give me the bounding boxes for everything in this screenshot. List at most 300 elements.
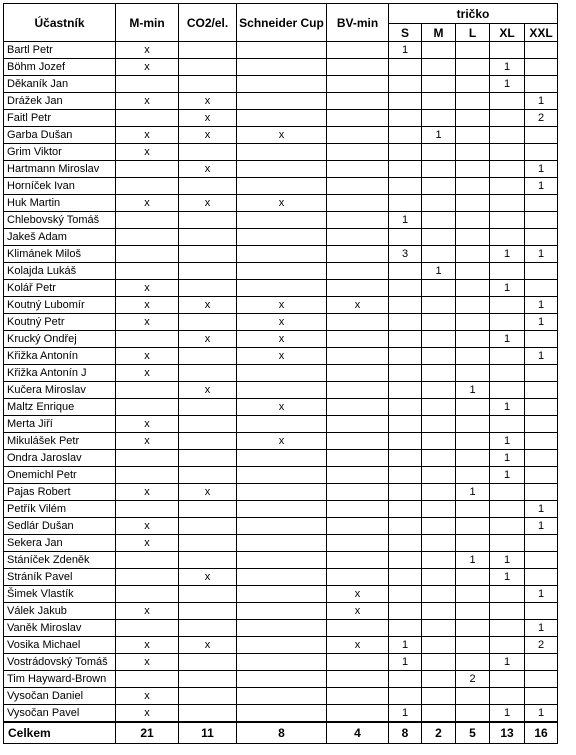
cell-size-xxl[interactable] (525, 263, 558, 280)
cell-size-xl[interactable] (490, 161, 525, 178)
cell-size-m[interactable] (422, 586, 456, 603)
cell-co2[interactable]: x (179, 484, 237, 501)
cell-co2[interactable] (179, 467, 237, 484)
cell-bv-min[interactable] (327, 501, 389, 518)
cell-size-s[interactable] (389, 552, 422, 569)
cell-size-xxl[interactable] (525, 212, 558, 229)
cell-schneider-cup[interactable] (237, 671, 327, 688)
cell-size-m[interactable] (422, 416, 456, 433)
cell-size-s[interactable] (389, 59, 422, 76)
header-bv-min[interactable]: BV-min (327, 4, 389, 42)
cell-bv-min[interactable] (327, 416, 389, 433)
cell-size-s[interactable] (389, 229, 422, 246)
cell-size-xxl[interactable] (525, 569, 558, 586)
cell-size-m[interactable] (422, 620, 456, 637)
cell-participant-name[interactable]: Grim Viktor (4, 144, 116, 161)
cell-size-m[interactable] (422, 331, 456, 348)
cell-size-l[interactable] (456, 127, 490, 144)
cell-size-s[interactable] (389, 314, 422, 331)
cell-participant-name[interactable]: Onemichl Petr (4, 467, 116, 484)
cell-size-xxl[interactable] (525, 382, 558, 399)
cell-co2[interactable] (179, 603, 237, 620)
cell-m-min[interactable]: x (116, 535, 179, 552)
cell-size-s[interactable] (389, 603, 422, 620)
header-size-m[interactable]: M (422, 24, 456, 42)
cell-participant-name[interactable]: Vostrádovský Tomáš (4, 654, 116, 671)
cell-schneider-cup[interactable] (237, 705, 327, 723)
cell-schneider-cup[interactable] (237, 552, 327, 569)
cell-schneider-cup[interactable] (237, 382, 327, 399)
cell-size-l[interactable] (456, 433, 490, 450)
cell-schneider-cup[interactable] (237, 467, 327, 484)
cell-co2[interactable] (179, 246, 237, 263)
cell-size-s[interactable] (389, 620, 422, 637)
cell-size-s[interactable] (389, 263, 422, 280)
cell-schneider-cup[interactable] (237, 688, 327, 705)
cell-size-xxl[interactable] (525, 535, 558, 552)
cell-bv-min[interactable] (327, 671, 389, 688)
cell-schneider-cup[interactable] (237, 501, 327, 518)
cell-m-min[interactable]: x (116, 314, 179, 331)
cell-size-s[interactable]: 1 (389, 705, 422, 723)
cell-co2[interactable] (179, 586, 237, 603)
cell-participant-name[interactable]: Válek Jakub (4, 603, 116, 620)
cell-m-min[interactable]: x (116, 280, 179, 297)
cell-size-xl[interactable]: 1 (490, 280, 525, 297)
header-size-l[interactable]: L (456, 24, 490, 42)
cell-bv-min[interactable] (327, 178, 389, 195)
cell-size-m[interactable] (422, 484, 456, 501)
cell-size-s[interactable] (389, 586, 422, 603)
total-bv-min[interactable]: 4 (327, 722, 389, 744)
cell-schneider-cup[interactable] (237, 365, 327, 382)
cell-size-s[interactable]: 1 (389, 654, 422, 671)
cell-size-l[interactable]: 2 (456, 671, 490, 688)
cell-size-l[interactable] (456, 93, 490, 110)
cell-size-s[interactable] (389, 76, 422, 93)
cell-participant-name[interactable]: Garba Dušan (4, 127, 116, 144)
cell-schneider-cup[interactable] (237, 246, 327, 263)
cell-size-l[interactable] (456, 76, 490, 93)
cell-schneider-cup[interactable]: x (237, 127, 327, 144)
cell-bv-min[interactable] (327, 144, 389, 161)
header-participant[interactable]: Účastník (4, 4, 116, 42)
cell-size-l[interactable] (456, 399, 490, 416)
cell-size-xl[interactable]: 1 (490, 331, 525, 348)
cell-co2[interactable] (179, 178, 237, 195)
cell-size-xl[interactable]: 1 (490, 450, 525, 467)
cell-schneider-cup[interactable] (237, 178, 327, 195)
cell-schneider-cup[interactable] (237, 59, 327, 76)
cell-participant-name[interactable]: Stráník Pavel (4, 569, 116, 586)
header-tricko[interactable]: tričko (389, 4, 558, 24)
cell-schneider-cup[interactable]: x (237, 314, 327, 331)
cell-bv-min[interactable] (327, 688, 389, 705)
cell-schneider-cup[interactable] (237, 637, 327, 654)
cell-size-m[interactable] (422, 654, 456, 671)
cell-size-m[interactable] (422, 399, 456, 416)
cell-co2[interactable]: x (179, 161, 237, 178)
header-schneider-cup[interactable]: Schneider Cup (237, 4, 327, 42)
cell-bv-min[interactable] (327, 484, 389, 501)
cell-size-l[interactable] (456, 263, 490, 280)
cell-m-min[interactable] (116, 246, 179, 263)
cell-size-xl[interactable] (490, 212, 525, 229)
cell-size-s[interactable] (389, 433, 422, 450)
cell-schneider-cup[interactable] (237, 161, 327, 178)
cell-size-xxl[interactable] (525, 484, 558, 501)
cell-participant-name[interactable]: Křižka Antonín (4, 348, 116, 365)
total-size-m[interactable]: 2 (422, 722, 456, 744)
cell-participant-name[interactable]: Petřík Vilém (4, 501, 116, 518)
cell-size-l[interactable] (456, 620, 490, 637)
cell-m-min[interactable] (116, 263, 179, 280)
cell-size-xl[interactable]: 1 (490, 433, 525, 450)
cell-co2[interactable] (179, 688, 237, 705)
cell-size-xxl[interactable]: 1 (525, 161, 558, 178)
cell-size-s[interactable] (389, 348, 422, 365)
cell-m-min[interactable] (116, 620, 179, 637)
cell-size-s[interactable] (389, 399, 422, 416)
cell-size-xl[interactable] (490, 297, 525, 314)
cell-schneider-cup[interactable] (237, 110, 327, 127)
cell-co2[interactable] (179, 348, 237, 365)
cell-schneider-cup[interactable] (237, 93, 327, 110)
cell-size-m[interactable] (422, 603, 456, 620)
cell-co2[interactable]: x (179, 569, 237, 586)
cell-participant-name[interactable]: Chlebovský Tomáš (4, 212, 116, 229)
cell-schneider-cup[interactable] (237, 144, 327, 161)
cell-bv-min[interactable] (327, 195, 389, 212)
cell-co2[interactable] (179, 280, 237, 297)
cell-size-xl[interactable] (490, 416, 525, 433)
total-size-xxl[interactable]: 16 (525, 722, 558, 744)
cell-co2[interactable] (179, 365, 237, 382)
cell-co2[interactable]: x (179, 127, 237, 144)
cell-schneider-cup[interactable]: x (237, 195, 327, 212)
cell-size-s[interactable] (389, 110, 422, 127)
cell-size-xxl[interactable]: 1 (525, 246, 558, 263)
cell-size-l[interactable] (456, 416, 490, 433)
cell-m-min[interactable]: x (116, 416, 179, 433)
cell-co2[interactable]: x (179, 382, 237, 399)
cell-participant-name[interactable]: Sekera Jan (4, 535, 116, 552)
cell-m-min[interactable]: x (116, 518, 179, 535)
cell-size-l[interactable] (456, 569, 490, 586)
cell-size-xl[interactable] (490, 263, 525, 280)
total-m-min[interactable]: 21 (116, 722, 179, 744)
total-schneider-cup[interactable]: 8 (237, 722, 327, 744)
cell-size-l[interactable] (456, 688, 490, 705)
cell-size-m[interactable]: 1 (422, 127, 456, 144)
cell-m-min[interactable] (116, 501, 179, 518)
cell-size-m[interactable] (422, 229, 456, 246)
cell-co2[interactable] (179, 399, 237, 416)
cell-size-m[interactable] (422, 195, 456, 212)
cell-bv-min[interactable] (327, 93, 389, 110)
cell-bv-min[interactable] (327, 365, 389, 382)
cell-size-l[interactable] (456, 467, 490, 484)
cell-size-xl[interactable] (490, 127, 525, 144)
cell-bv-min[interactable] (327, 314, 389, 331)
cell-size-m[interactable] (422, 637, 456, 654)
cell-size-s[interactable] (389, 535, 422, 552)
cell-size-l[interactable] (456, 314, 490, 331)
cell-size-xxl[interactable]: 1 (525, 348, 558, 365)
cell-participant-name[interactable]: Faitl Petr (4, 110, 116, 127)
cell-participant-name[interactable]: Hartmann Miroslav (4, 161, 116, 178)
cell-size-l[interactable] (456, 59, 490, 76)
cell-participant-name[interactable]: Koutný Petr (4, 314, 116, 331)
cell-size-s[interactable] (389, 331, 422, 348)
cell-size-xxl[interactable]: 1 (525, 93, 558, 110)
cell-size-s[interactable]: 1 (389, 42, 422, 59)
cell-size-xl[interactable] (490, 501, 525, 518)
cell-size-s[interactable] (389, 178, 422, 195)
cell-size-s[interactable] (389, 195, 422, 212)
cell-size-xxl[interactable] (525, 671, 558, 688)
cell-size-xl[interactable]: 1 (490, 552, 525, 569)
cell-m-min[interactable] (116, 331, 179, 348)
cell-size-m[interactable] (422, 535, 456, 552)
cell-m-min[interactable] (116, 382, 179, 399)
cell-participant-name[interactable]: Mikulášek Petr (4, 433, 116, 450)
cell-participant-name[interactable]: Drážek Jan (4, 93, 116, 110)
cell-size-s[interactable] (389, 467, 422, 484)
cell-size-s[interactable]: 1 (389, 637, 422, 654)
cell-bv-min[interactable] (327, 467, 389, 484)
cell-size-m[interactable] (422, 212, 456, 229)
cell-co2[interactable]: x (179, 195, 237, 212)
cell-size-xl[interactable]: 1 (490, 705, 525, 723)
cell-size-l[interactable] (456, 331, 490, 348)
cell-co2[interactable] (179, 229, 237, 246)
cell-size-xxl[interactable] (525, 433, 558, 450)
cell-size-s[interactable] (389, 569, 422, 586)
cell-size-xl[interactable] (490, 110, 525, 127)
cell-bv-min[interactable] (327, 76, 389, 93)
cell-size-s[interactable] (389, 450, 422, 467)
cell-schneider-cup[interactable] (237, 535, 327, 552)
cell-schneider-cup[interactable]: x (237, 433, 327, 450)
cell-m-min[interactable]: x (116, 484, 179, 501)
cell-size-l[interactable] (456, 535, 490, 552)
cell-size-xl[interactable] (490, 93, 525, 110)
cell-schneider-cup[interactable] (237, 229, 327, 246)
total-co2[interactable]: 11 (179, 722, 237, 744)
cell-size-xxl[interactable] (525, 59, 558, 76)
cell-co2[interactable] (179, 76, 237, 93)
cell-size-m[interactable] (422, 93, 456, 110)
cell-bv-min[interactable]: x (327, 297, 389, 314)
cell-participant-name[interactable]: Koutný Lubomír (4, 297, 116, 314)
cell-size-xxl[interactable] (525, 450, 558, 467)
cell-size-l[interactable] (456, 297, 490, 314)
cell-participant-name[interactable]: Vysočan Pavel (4, 705, 116, 723)
cell-bv-min[interactable] (327, 450, 389, 467)
cell-participant-name[interactable]: Huk Martin (4, 195, 116, 212)
cell-size-m[interactable] (422, 314, 456, 331)
cell-m-min[interactable]: x (116, 705, 179, 723)
cell-size-m[interactable] (422, 382, 456, 399)
cell-m-min[interactable] (116, 229, 179, 246)
cell-size-xl[interactable] (490, 671, 525, 688)
cell-co2[interactable] (179, 263, 237, 280)
cell-schneider-cup[interactable]: x (237, 297, 327, 314)
cell-participant-name[interactable]: Křižka Antonín J (4, 365, 116, 382)
cell-size-xxl[interactable] (525, 603, 558, 620)
cell-m-min[interactable]: x (116, 637, 179, 654)
cell-size-s[interactable] (389, 688, 422, 705)
cell-size-xl[interactable]: 1 (490, 399, 525, 416)
cell-size-s[interactable] (389, 365, 422, 382)
cell-size-xxl[interactable] (525, 42, 558, 59)
cell-size-xxl[interactable]: 1 (525, 297, 558, 314)
cell-size-s[interactable]: 3 (389, 246, 422, 263)
cell-size-s[interactable] (389, 144, 422, 161)
cell-size-l[interactable]: 1 (456, 484, 490, 501)
cell-size-l[interactable] (456, 705, 490, 723)
cell-bv-min[interactable] (327, 535, 389, 552)
cell-size-s[interactable] (389, 127, 422, 144)
cell-m-min[interactable] (116, 586, 179, 603)
cell-schneider-cup[interactable] (237, 280, 327, 297)
cell-m-min[interactable]: x (116, 59, 179, 76)
cell-size-m[interactable] (422, 144, 456, 161)
cell-bv-min[interactable] (327, 229, 389, 246)
cell-size-m[interactable] (422, 42, 456, 59)
cell-schneider-cup[interactable]: x (237, 399, 327, 416)
cell-m-min[interactable]: x (116, 433, 179, 450)
cell-size-xxl[interactable]: 1 (525, 705, 558, 723)
cell-size-m[interactable] (422, 161, 456, 178)
cell-co2[interactable] (179, 144, 237, 161)
cell-size-xl[interactable] (490, 688, 525, 705)
cell-size-m[interactable] (422, 110, 456, 127)
cell-size-xxl[interactable] (525, 552, 558, 569)
cell-size-l[interactable] (456, 161, 490, 178)
cell-size-l[interactable] (456, 586, 490, 603)
cell-size-l[interactable] (456, 229, 490, 246)
header-size-xxl[interactable]: XXL (525, 24, 558, 42)
cell-co2[interactable] (179, 59, 237, 76)
cell-size-m[interactable] (422, 705, 456, 723)
cell-size-xl[interactable] (490, 620, 525, 637)
cell-schneider-cup[interactable]: x (237, 331, 327, 348)
cell-bv-min[interactable] (327, 280, 389, 297)
cell-participant-name[interactable]: Vosika Michael (4, 637, 116, 654)
cell-size-m[interactable] (422, 569, 456, 586)
cell-participant-name[interactable]: Děkaník Jan (4, 76, 116, 93)
cell-bv-min[interactable] (327, 569, 389, 586)
cell-schneider-cup[interactable] (237, 518, 327, 535)
cell-m-min[interactable]: x (116, 654, 179, 671)
cell-participant-name[interactable]: Sedlár Dušan (4, 518, 116, 535)
cell-m-min[interactable] (116, 552, 179, 569)
cell-participant-name[interactable]: Böhm Jozef (4, 59, 116, 76)
cell-size-s[interactable] (389, 382, 422, 399)
cell-bv-min[interactable]: x (327, 586, 389, 603)
cell-size-s[interactable] (389, 297, 422, 314)
cell-co2[interactable] (179, 518, 237, 535)
cell-size-l[interactable] (456, 365, 490, 382)
cell-size-xl[interactable] (490, 586, 525, 603)
cell-size-m[interactable] (422, 467, 456, 484)
cell-schneider-cup[interactable] (237, 654, 327, 671)
cell-size-xxl[interactable]: 1 (525, 178, 558, 195)
cell-participant-name[interactable]: Bartl Petr (4, 42, 116, 59)
cell-size-xl[interactable] (490, 637, 525, 654)
cell-m-min[interactable] (116, 671, 179, 688)
cell-size-m[interactable] (422, 365, 456, 382)
totals-label[interactable]: Celkem (4, 722, 116, 744)
header-co2[interactable]: CO2/el. (179, 4, 237, 42)
cell-m-min[interactable] (116, 110, 179, 127)
cell-size-l[interactable] (456, 450, 490, 467)
cell-schneider-cup[interactable] (237, 76, 327, 93)
cell-m-min[interactable]: x (116, 127, 179, 144)
cell-schneider-cup[interactable] (237, 450, 327, 467)
total-size-xl[interactable]: 13 (490, 722, 525, 744)
cell-size-l[interactable] (456, 518, 490, 535)
cell-size-m[interactable] (422, 450, 456, 467)
cell-size-m[interactable] (422, 59, 456, 76)
cell-size-m[interactable] (422, 688, 456, 705)
cell-size-xl[interactable] (490, 365, 525, 382)
cell-co2[interactable] (179, 212, 237, 229)
cell-size-s[interactable] (389, 416, 422, 433)
cell-size-xxl[interactable] (525, 144, 558, 161)
cell-size-m[interactable]: 1 (422, 263, 456, 280)
cell-bv-min[interactable] (327, 246, 389, 263)
cell-m-min[interactable] (116, 178, 179, 195)
cell-participant-name[interactable]: Klimánek Miloš (4, 246, 116, 263)
cell-participant-name[interactable]: Horníček Ivan (4, 178, 116, 195)
cell-size-s[interactable] (389, 484, 422, 501)
cell-bv-min[interactable] (327, 399, 389, 416)
cell-bv-min[interactable] (327, 263, 389, 280)
cell-size-s[interactable] (389, 671, 422, 688)
cell-size-l[interactable] (456, 637, 490, 654)
cell-size-xxl[interactable] (525, 654, 558, 671)
cell-size-m[interactable] (422, 552, 456, 569)
cell-schneider-cup[interactable] (237, 484, 327, 501)
cell-m-min[interactable] (116, 569, 179, 586)
cell-size-xxl[interactable]: 1 (525, 314, 558, 331)
cell-schneider-cup[interactable] (237, 586, 327, 603)
cell-bv-min[interactable] (327, 382, 389, 399)
cell-co2[interactable]: x (179, 297, 237, 314)
cell-size-xxl[interactable] (525, 76, 558, 93)
cell-size-xxl[interactable] (525, 467, 558, 484)
cell-participant-name[interactable]: Stáníček Zdeněk (4, 552, 116, 569)
cell-schneider-cup[interactable] (237, 603, 327, 620)
cell-size-xl[interactable]: 1 (490, 569, 525, 586)
cell-size-xl[interactable]: 1 (490, 654, 525, 671)
cell-size-s[interactable] (389, 161, 422, 178)
cell-bv-min[interactable] (327, 110, 389, 127)
cell-size-xl[interactable] (490, 382, 525, 399)
cell-size-xl[interactable] (490, 314, 525, 331)
cell-size-l[interactable] (456, 144, 490, 161)
cell-size-m[interactable] (422, 518, 456, 535)
cell-size-m[interactable] (422, 297, 456, 314)
cell-bv-min[interactable] (327, 161, 389, 178)
cell-co2[interactable] (179, 671, 237, 688)
cell-size-s[interactable] (389, 501, 422, 518)
cell-participant-name[interactable]: Kolář Petr (4, 280, 116, 297)
cell-size-m[interactable] (422, 433, 456, 450)
